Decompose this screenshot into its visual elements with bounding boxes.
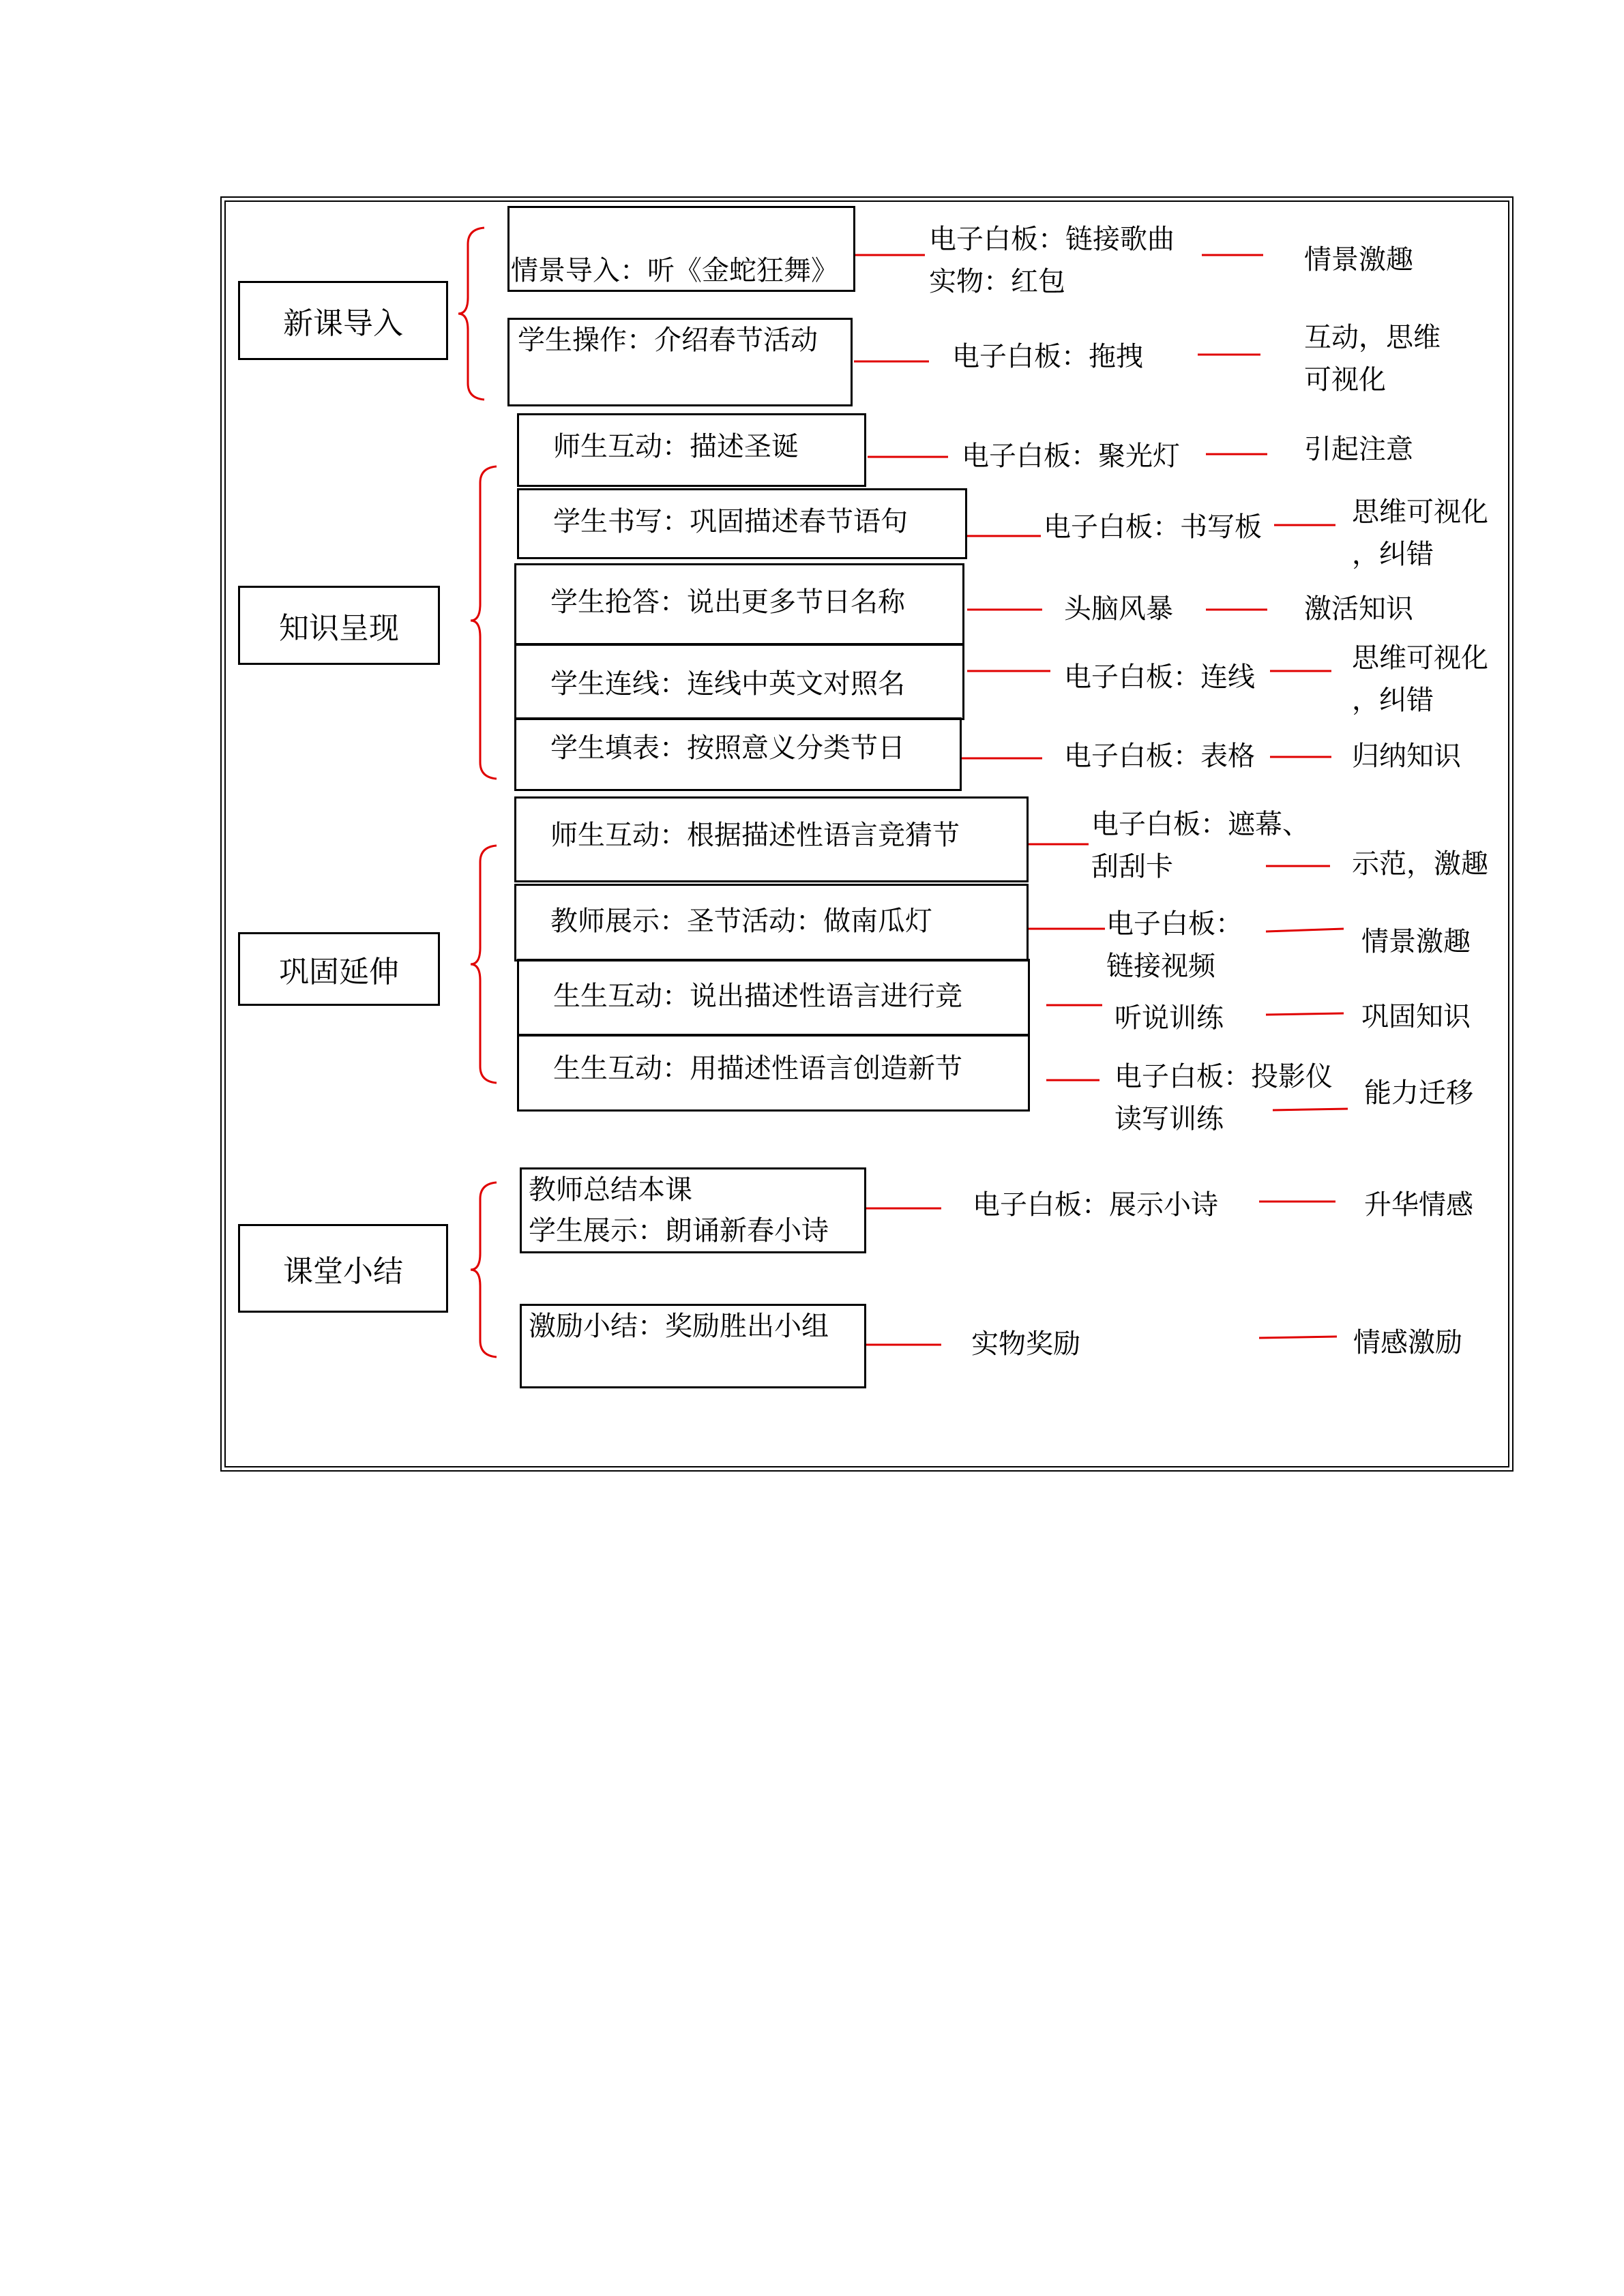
- stage-label: 课堂小结: [283, 1254, 403, 1289]
- stage-box-summary: [238, 1224, 448, 1313]
- effect-text: 思维可视化 ，纠错: [1352, 642, 1488, 716]
- stage-label: 知识呈现: [279, 611, 399, 646]
- activity-line: 师生互动：根据描述性语言竞猜节: [550, 820, 960, 851]
- activity-line: 教师总结本课: [529, 1174, 692, 1206]
- effect-text: 升华情感: [1364, 1189, 1473, 1221]
- activity-line: 师生互动：描述圣诞: [553, 431, 799, 462]
- stage-box-extension: [238, 932, 440, 1006]
- stage-label: 巩固延伸: [279, 955, 399, 989]
- activity-box: [520, 1304, 866, 1388]
- media-text: 电子白板：展示小诗: [973, 1189, 1218, 1221]
- activity-box: [517, 1034, 1030, 1112]
- media-text: 头脑风暴: [1064, 593, 1173, 625]
- stage-box-intro: [238, 281, 448, 360]
- media-text: 电子白板：拖拽: [952, 341, 1143, 372]
- media-text: 电子白板：表格: [1064, 741, 1255, 772]
- activity-box: [507, 206, 855, 292]
- activity-box: [514, 796, 1029, 882]
- effect-text: 情感激励: [1353, 1327, 1462, 1358]
- effect-text: 互动，思维 可视化: [1304, 322, 1441, 396]
- media-text: 电子白板：链接歌曲 实物：红包: [929, 224, 1175, 297]
- media-text: 电子白板： 链接视频: [1106, 908, 1243, 982]
- activity-line: 学生填表：按照意义分类节日: [550, 732, 905, 764]
- activity-box: [514, 563, 964, 645]
- activity-box: [517, 959, 1030, 1037]
- activity-line: 生生互动：说出描述性语言进行竞: [553, 981, 962, 1012]
- effect-text: 归纳知识: [1352, 741, 1461, 772]
- activity-box: [507, 318, 853, 406]
- activity-box: [514, 884, 1029, 961]
- activity-line: 教师展示：圣节活动：做南瓜灯: [550, 906, 932, 937]
- media-text: 听说训练: [1114, 1002, 1224, 1034]
- media-text: 实物奖励: [971, 1328, 1080, 1360]
- activity-line: 情景导入：听《金蛇狂舞》: [511, 255, 838, 286]
- effect-text: 示范，激趣: [1352, 848, 1488, 880]
- media-text: 电子白板：聚光灯: [962, 441, 1180, 472]
- activity-box: [520, 1167, 866, 1253]
- media-text: 电子白板：连线: [1064, 661, 1255, 693]
- activity-line: 学生连线：连线中英文对照名: [550, 668, 905, 700]
- activity-box: [517, 488, 967, 559]
- activity-line: 生生互动：用描述性语言创造新节: [553, 1053, 962, 1084]
- media-text: 电子白板：书写板: [1044, 511, 1262, 543]
- activity-line: 学生操作：介绍春节活动: [518, 325, 818, 356]
- effect-text: 巩固知识: [1361, 1001, 1471, 1032]
- effect-text: 情景激趣: [1304, 244, 1413, 275]
- stage-label: 新课导入: [283, 306, 403, 341]
- media-text: 电子白板：遮幕、 刮刮卡: [1091, 809, 1310, 882]
- effect-text: 思维可视化 ，纠错: [1352, 496, 1488, 570]
- effect-text: 情景激趣: [1361, 926, 1471, 957]
- effect-text: 引起注意: [1304, 434, 1413, 465]
- media-text: 电子白板：投影仪 读写训练: [1114, 1061, 1333, 1135]
- activity-box: [517, 413, 866, 487]
- effect-text: 能力迁移: [1364, 1077, 1473, 1109]
- stage-box-presentation: [238, 586, 440, 665]
- activity-box: [514, 717, 962, 791]
- effect-text: 激活知识: [1304, 593, 1413, 625]
- activity-box: [514, 644, 964, 720]
- activity-line: 学生书写：巩固描述春节语句: [553, 506, 908, 537]
- activity-line: 学生抢答：说出更多节日名称: [550, 586, 905, 618]
- activity-line: 激励小结：奖励胜出小组: [529, 1311, 829, 1342]
- activity-line: 学生展示：朗诵新春小诗: [529, 1215, 829, 1247]
